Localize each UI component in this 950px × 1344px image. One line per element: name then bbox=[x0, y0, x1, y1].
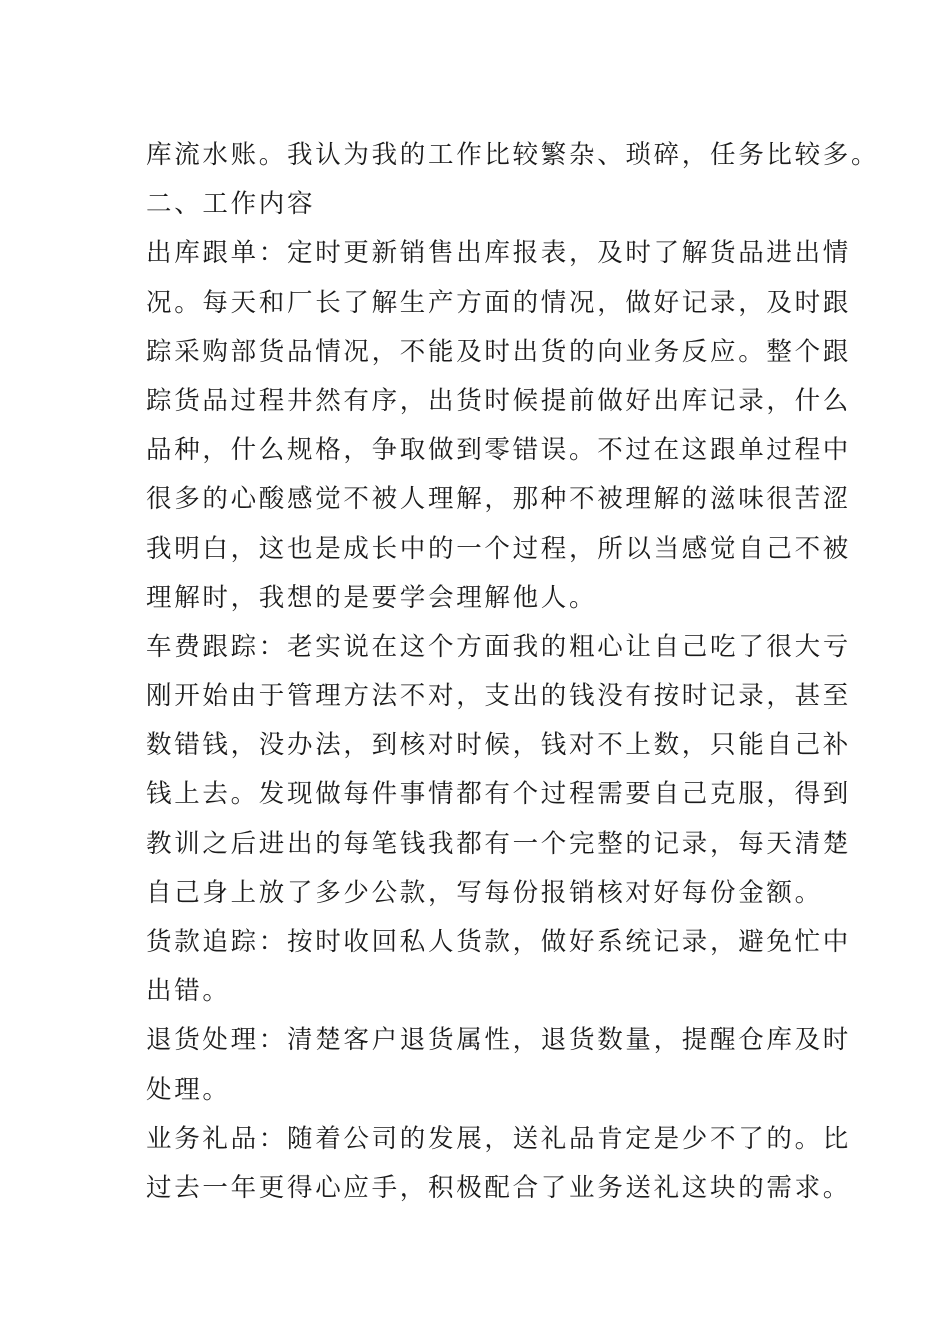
text-line: 况。每天和厂长了解生产方面的情况，做好记录，及时跟 bbox=[146, 287, 852, 318]
text-line: 退货处理：清楚客户退货属性，退货数量，提醒仓库及时 bbox=[146, 1025, 852, 1056]
text-line: 理解时，我想的是要学会理解他人。 bbox=[146, 582, 598, 613]
text-line: 教训之后进出的每笔钱我都有一个完整的记录，每天清楚 bbox=[146, 828, 852, 859]
text-line: 出错。 bbox=[146, 976, 231, 1007]
text-line: 钱上去。发现做每件事情都有个过程需要自己克服，得到 bbox=[146, 779, 852, 810]
text-line: 业务礼品：随着公司的发展，送礼品肯定是少不了的。比 bbox=[146, 1123, 852, 1154]
section-heading: 二、工作内容 bbox=[146, 189, 316, 220]
text-line: 很多的心酸感觉不被人理解，那种不被理解的滋味很苦涩 bbox=[146, 484, 852, 515]
text-line: 货款追踪：按时收回私人货款，做好系统记录，避免忙中 bbox=[146, 927, 852, 957]
text-line: 刚开始由于管理方法不对，支出的钱没有按时记录，甚至 bbox=[146, 681, 852, 712]
text-line: 品种，什么规格，争取做到零错误。不过在这跟单过程中 bbox=[146, 435, 852, 466]
text-line: 出库跟单：定时更新销售出库报表，及时了解货品进出情 bbox=[146, 238, 852, 269]
text-line: 踪采购部货品情况，不能及时出货的向业务反应。整个跟 bbox=[146, 336, 852, 367]
text-line: 踪货品过程井然有序，出货时候提前做好出库记录，什么 bbox=[146, 385, 852, 416]
text-line: 自己身上放了多少公款，写每份报销核对好每份金额。 bbox=[146, 877, 823, 908]
text-line: 我明白，这也是成长中的一个过程，所以当感觉自己不被 bbox=[146, 533, 852, 564]
text-line: 数错钱，没办法，到核对时候，钱对不上数，只能自己补 bbox=[146, 730, 852, 761]
text-line: 过去一年更得心应手，积极配合了业务送礼这块的需求。 bbox=[146, 1172, 852, 1203]
text-line: 库流水账。我认为我的工作比较繁杂、琐碎，任务比较多。 bbox=[146, 140, 880, 170]
document-body bbox=[146, 131, 880, 1213]
text-line: 车费跟踪：老实说在这个方面我的粗心让自己吃了很大亏 bbox=[146, 631, 852, 662]
text-line: 处理。 bbox=[146, 1074, 231, 1105]
